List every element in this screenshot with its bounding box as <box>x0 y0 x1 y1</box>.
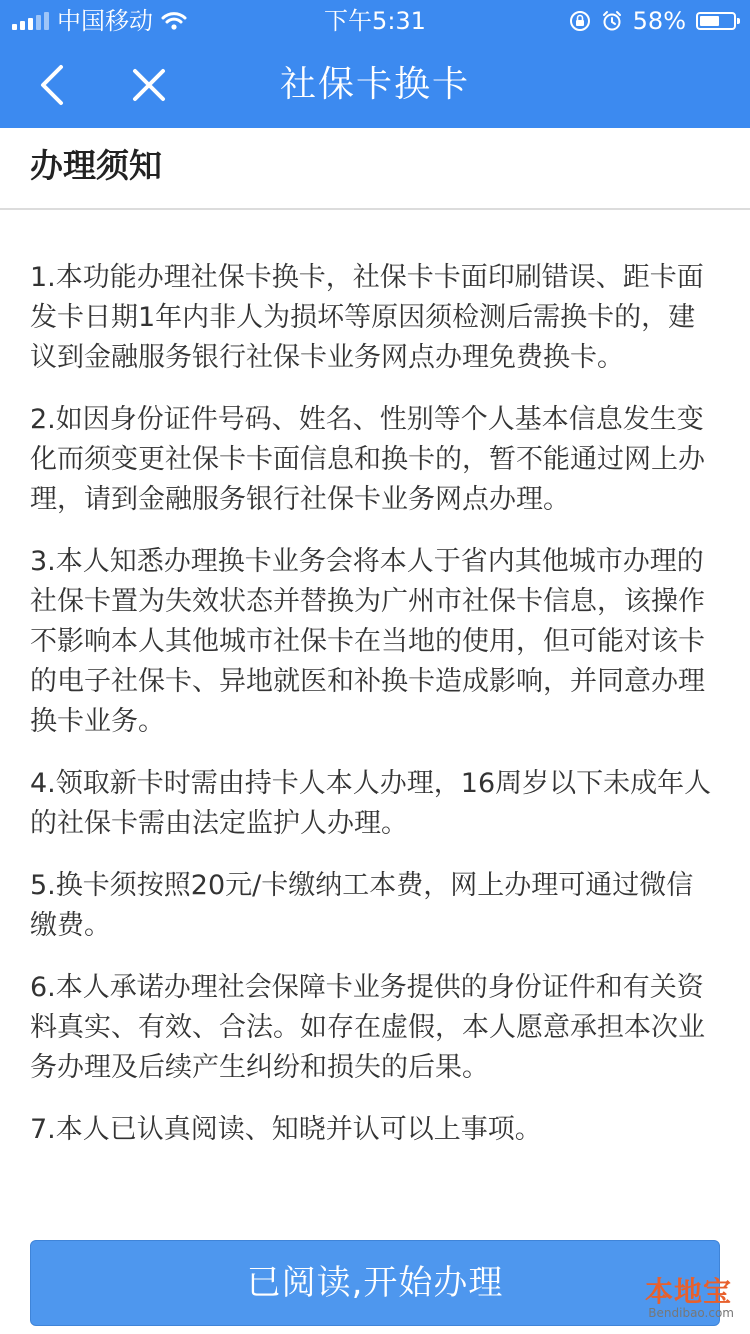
status-right <box>569 0 736 42</box>
battery-percent: 58% <box>632 7 686 35</box>
notice-item: 6.本人承诺办理社会保障卡业务提供的身份证件和有关资料真实、有效、合法。如存在虚假，本人愿意承担本次业务办理及后续产生纠纷和损失的后果。 <box>30 972 705 1083</box>
notice-item: 5.换卡须按照20元/卡缴纳工本费，网上办理可通过微信缴费。 <box>30 870 694 941</box>
battery-icon <box>696 12 736 30</box>
status-time: 下午5:31 <box>324 7 426 35</box>
page-title: 社保卡换卡 <box>279 64 470 105</box>
watermark-logo <box>612 1260 742 1330</box>
watermark-text: 本地宝 <box>644 1275 732 1308</box>
notice-item: 2.如因身份证件号码、姓名、性别等个人基本信息发生变化而须变更社保卡卡面信息和换卡的，暂不能通过网上办理，请到金融服务银行社保卡业务网点办理。 <box>30 404 705 515</box>
orientation-lock-icon <box>569 10 591 32</box>
notice-item: 7.本人已认真阅读、知晓并认可以上事项。 <box>30 1114 542 1145</box>
notice-item: 1.本功能办理社保卡换卡，社保卡卡面印刷错误、距卡面发卡日期1年内非人为损坏等原因须检测后需换卡的，建议到金融服务银行社保卡业务网点办理免费换卡。 <box>30 262 704 373</box>
header <box>0 0 750 128</box>
notice-list <box>30 258 720 1172</box>
start-processing-button[interactable]: 已阅读,开始办理 <box>30 1240 720 1326</box>
notice-header <box>0 128 750 210</box>
notice-item: 3.本人知悉办理换卡业务会将本人于省内其他城市办理的社保卡置为失效状态并替换为广州市社保卡信息，该操作不影响本人其他城市社保卡在当地的使用，但可能对该卡的电子社保卡、异地就医和补换卡造成影响，并同意办理换卡业务。 <box>30 546 705 737</box>
watermark-url: Bendibao.com <box>648 1306 734 1320</box>
notice-item: 4.领取新卡时需由持卡人本人办理，16周岁以下未成年人的社保卡需由法定监护人办理。 <box>30 768 712 839</box>
carrier-label: 中国移动 <box>57 7 153 35</box>
alarm-icon <box>601 10 623 32</box>
status-bar <box>0 0 750 42</box>
nav-bar <box>0 42 750 128</box>
notice-title: 办理须知 <box>30 146 162 185</box>
